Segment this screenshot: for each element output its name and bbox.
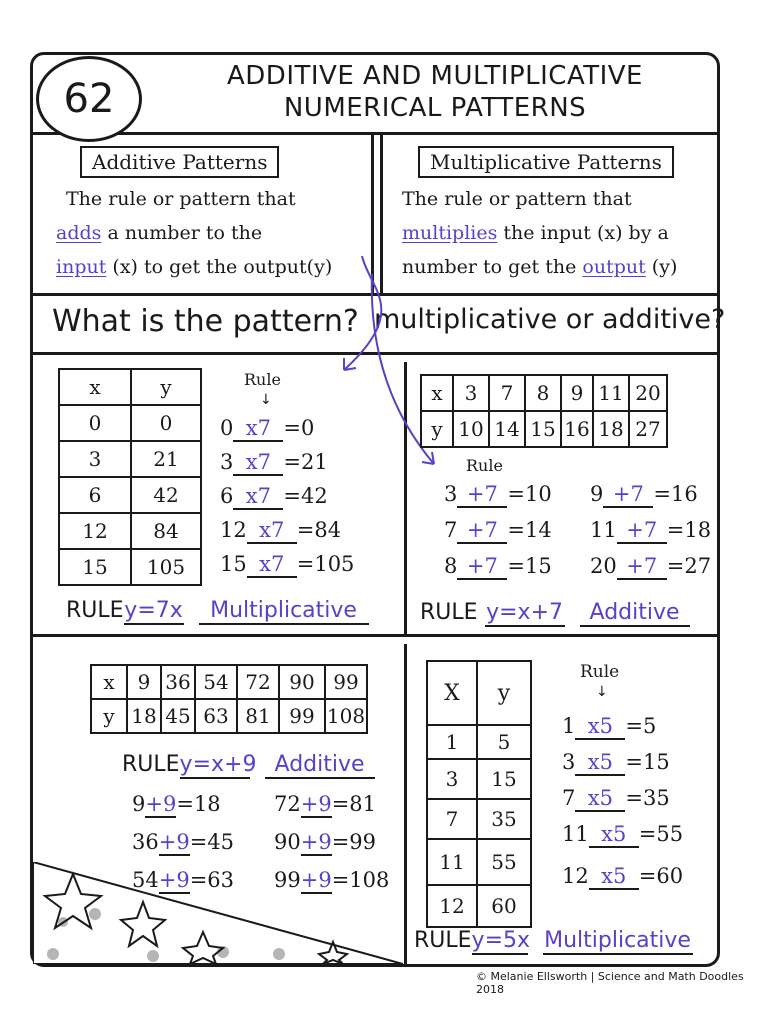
q3-equation: 90+9=99 (274, 830, 377, 854)
q3-cell: 36 (161, 665, 195, 699)
middle-divider (30, 634, 720, 637)
q2-cell: 11 (593, 375, 629, 411)
q2-table (420, 374, 668, 448)
q2-cell: 27 (629, 411, 667, 447)
mult-def-line3: number to get the (402, 256, 577, 278)
q1-cell: 42 (131, 477, 201, 513)
q3-cell: 9 (127, 665, 161, 699)
additive-blank-input: input (56, 256, 107, 278)
pattern-question: What is the pattern? (52, 304, 359, 339)
additive-def-line2: a number to the (107, 222, 263, 244)
additive-def-line1: The rule or pattern that (66, 188, 296, 210)
title-line-1: ADDITIVE AND MULTIPLICATIVE (227, 61, 643, 91)
additive-label: Additive Patterns (80, 146, 279, 178)
q1-cell: 0 (59, 405, 131, 441)
q3-table (90, 664, 368, 734)
q4-table (426, 660, 532, 928)
q2-cell: 16 (561, 411, 593, 447)
q1-cell: 0 (131, 405, 201, 441)
q2-equation: 3 +7 =10 (444, 482, 552, 506)
q4-equation: 1 x5 =5 (562, 714, 657, 738)
q4-cell: 12 (427, 885, 477, 927)
q1-rule-answer: y=7x (124, 598, 183, 623)
q1-header-x: x (59, 369, 131, 405)
additive-blank-adds: adds (56, 222, 102, 244)
q1-equation: 12 x7 =84 (220, 518, 342, 542)
q3-cell: 54 (195, 665, 237, 699)
q4-header-y: y (477, 661, 531, 725)
q4-rule-label: Rule (580, 662, 620, 682)
header-divider (30, 132, 720, 135)
q4-rule: RULEy=5x Multiplicative (414, 928, 691, 953)
lower-column-divider (404, 644, 407, 966)
q4-equation: 3 x5 =15 (562, 750, 670, 774)
q4-cell: 35 (477, 799, 531, 839)
pattern-question-answer: multiplicative or additive? (374, 304, 726, 335)
q3-equation: 72+9=81 (274, 792, 377, 816)
q3-cell: 99 (325, 665, 367, 699)
q2-cell: 20 (629, 375, 667, 411)
down-arrow-icon: ↓ (260, 392, 272, 408)
q4-cell: 15 (477, 759, 531, 799)
copyright: © Melanie Ellsworth | Science and Math Doodles 2018 (476, 970, 744, 996)
q1-cell: 12 (59, 513, 131, 549)
q3-x-label: x (91, 665, 127, 699)
q1-equation: 6 x7 =42 (220, 484, 328, 508)
q4-header-x: X (427, 661, 477, 725)
q4-cell: 5 (477, 725, 531, 759)
q4-equations (562, 714, 683, 900)
star-decoration-icon (33, 862, 403, 964)
additive-definition (56, 182, 366, 284)
additive-def-line3: (x) to get the output(y) (112, 256, 333, 278)
q2-equation: 11 +7 =18 (590, 518, 712, 542)
q4-equation: 12 x5 =60 (562, 864, 684, 888)
title-line-2: NUMERICAL PATTERNS (283, 93, 587, 123)
q2-cell: 7 (489, 375, 525, 411)
q2-cell: 15 (525, 411, 561, 447)
q1-cell: 84 (131, 513, 201, 549)
q1-table (58, 368, 202, 586)
q2-equation: 9 +7 =16 (590, 482, 698, 506)
q1-cell: 105 (131, 549, 201, 585)
q2-type-answer: Additive (580, 600, 690, 627)
q3-cell: 99 (279, 699, 325, 733)
q3-equation: 99+9=108 (274, 868, 390, 892)
q1-equation: 3 x7 =21 (220, 450, 328, 474)
mult-def-line2: the input (x) by a (503, 222, 669, 244)
q3-cell: 18 (127, 699, 161, 733)
q2-equation: 8 +7 =15 (444, 554, 552, 578)
mult-def-line1: The rule or pattern that (402, 188, 632, 210)
q2-cell: 9 (561, 375, 593, 411)
q2-x-label: x (421, 375, 453, 411)
q1-header-y: y (131, 369, 201, 405)
q2-equations-left (444, 482, 552, 590)
q2-rule-label: Rule (466, 456, 503, 475)
q1-cell: 15 (59, 549, 131, 585)
q4-cell: 60 (477, 885, 531, 927)
q4-cell: 7 (427, 799, 477, 839)
q1-equation: 0 x7 =0 (220, 416, 315, 440)
q3-equation: 36+9=45 (132, 830, 235, 854)
q2-rule: RULE y=x+7 Additive (420, 600, 690, 627)
q3-equation: 54+9=63 (132, 868, 235, 892)
multiplicative-label: Multiplicative Patterns (418, 146, 674, 178)
mult-def-line4: (y) (651, 256, 678, 278)
mult-blank-multiplies: multiplies (402, 222, 498, 244)
q4-cell: 3 (427, 759, 477, 799)
q3-cell: 72 (237, 665, 279, 699)
q3-rule: RULEy=x+9 Additive (122, 752, 375, 779)
q3-cell: 63 (195, 699, 237, 733)
q1-type-answer: Multiplicative (199, 598, 369, 625)
page-title (200, 60, 670, 124)
q2-cell: 10 (453, 411, 489, 447)
q3-type-answer: Additive (265, 752, 375, 779)
q1-cell: 3 (59, 441, 131, 477)
q2-cell: 8 (525, 375, 561, 411)
q2-cell: 18 (593, 411, 629, 447)
q1-cell: 21 (131, 441, 201, 477)
q3-rule-answer: y=x+9 (179, 752, 257, 777)
q1-cell: 6 (59, 477, 131, 513)
q2-y-label: y (421, 411, 453, 447)
q2-rule-answer: y=x+7 (486, 600, 563, 625)
q3-cell: 90 (279, 665, 325, 699)
mult-blank-output: output (582, 256, 646, 278)
down-arrow-icon: ↓ (596, 684, 608, 700)
page-number: 62 (36, 56, 142, 142)
q2-equation: 20 +7 =27 (590, 554, 712, 578)
q4-rule-answer: y=5x (471, 928, 531, 953)
q4-cell: 1 (427, 725, 477, 759)
q2-cell: 14 (489, 411, 525, 447)
q4-type-answer: Multiplicative (544, 928, 691, 953)
q3-y-label: y (91, 699, 127, 733)
q1-rule-label: Rule (244, 370, 281, 389)
q3-cell: 108 (325, 699, 367, 733)
q3-cell: 45 (161, 699, 195, 733)
q1-equation: 15 x7 =105 (220, 552, 355, 576)
q4-cell: 11 (427, 839, 477, 885)
q1-rule: RULEy=7x Multiplicative (66, 598, 369, 625)
q4-cell: 55 (477, 839, 531, 885)
q2-equation: 7 +7 =14 (444, 518, 552, 542)
q1-equations (220, 416, 354, 586)
q2-equations-right (590, 482, 711, 590)
q4-equation: 7 x5 =35 (562, 786, 670, 810)
q4-equation: 11 x5 =55 (562, 822, 684, 846)
q3-equation: 9+9=18 (132, 792, 221, 816)
q3-cell: 81 (237, 699, 279, 733)
q2-cell: 3 (453, 375, 489, 411)
